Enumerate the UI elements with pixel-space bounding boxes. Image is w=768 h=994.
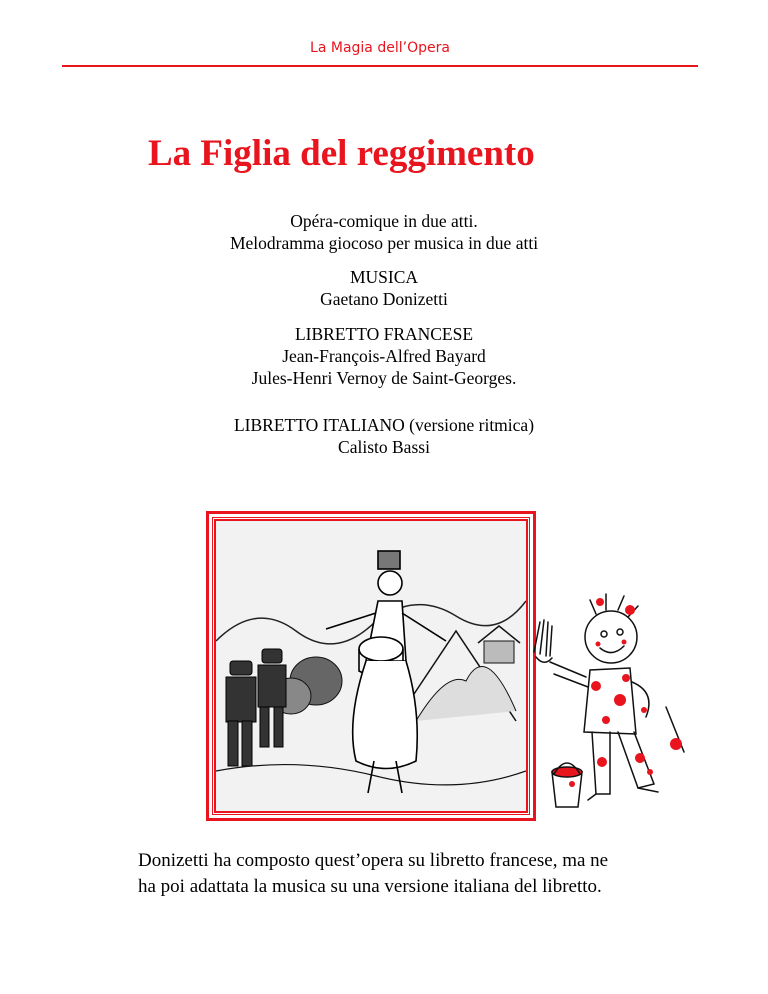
- footer-line-2: ha poi adattata la musica su una versione italiana del libretto.: [138, 876, 602, 897]
- composer-name: Gaetano Donizetti: [320, 289, 448, 309]
- musica-block: [0, 266, 768, 310]
- libretto-italiano-label: LIBRETTO ITALIANO (versione ritmica): [233, 415, 535, 435]
- footer-line-1: Donizetti ha composto quest’opera su libretto francese, ma ne: [138, 850, 609, 871]
- libretto-italiano-block: [0, 414, 768, 458]
- header-rule: [62, 65, 698, 67]
- subtitle-line-1: Opéra-comique in due atti.: [290, 211, 478, 231]
- subtitle-block: [0, 210, 768, 254]
- libretto-francese-block: [0, 323, 768, 389]
- libretto-francese-author-1: Jean-François-Alfred Bayard: [282, 346, 486, 366]
- subtitle-line-2: Melodramma giocoso per musica in due atti: [229, 233, 539, 253]
- libretto-francese-author-2: Jules-Henri Vernoy de Saint-Georges.: [251, 368, 517, 388]
- libretto-italiano-author: Calisto Bassi: [338, 437, 430, 457]
- musica-label: MUSICA: [349, 267, 419, 287]
- running-header: La Magia dell’Opera: [310, 40, 450, 56]
- cartoon-painter-illustration: [526, 582, 706, 812]
- libretto-francese-label: LIBRETTO FRANCESE: [294, 324, 474, 344]
- regiment-illustration: [216, 521, 526, 811]
- footer-paragraph: [138, 848, 698, 900]
- page-title: La Figlia del reggimento: [148, 133, 535, 174]
